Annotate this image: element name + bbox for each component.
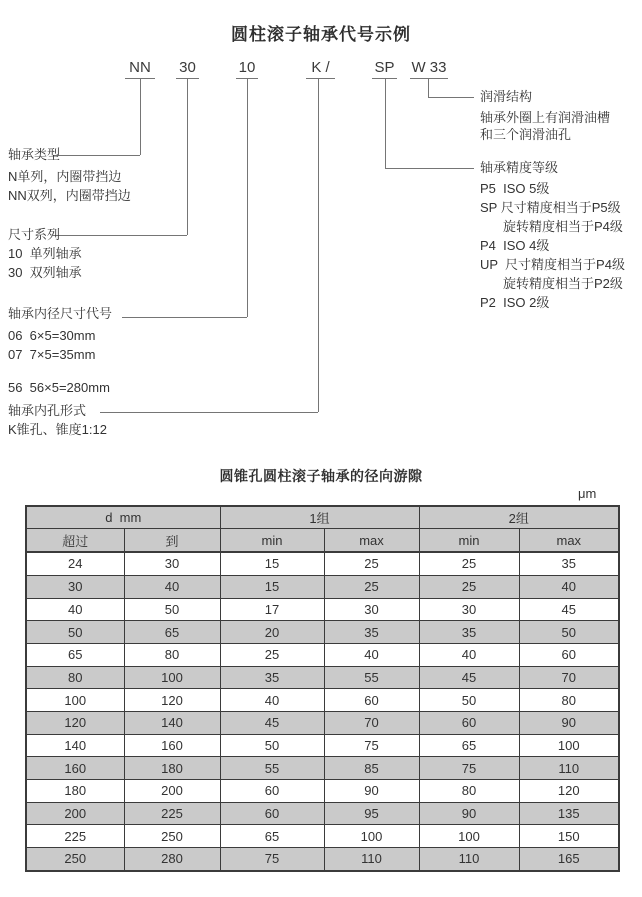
table-row (26, 802, 619, 825)
clearance-table-body (26, 552, 619, 871)
connector-line-30 (187, 79, 188, 235)
table-cell: 65 (419, 734, 519, 757)
table-cell: 80 (26, 666, 124, 689)
table-cell: 25 (324, 575, 419, 598)
table-row (26, 598, 619, 621)
col-header-min-1: min (220, 529, 324, 553)
table-cell: 100 (26, 689, 124, 712)
table-cell: 45 (519, 598, 619, 621)
connector-line-bore-code (122, 317, 247, 318)
table-cell: 40 (419, 643, 519, 666)
table-cell: 165 (519, 847, 619, 871)
label-bearing-type-nn: NN双列，内圈带挡边 (8, 188, 131, 203)
table-cell: 135 (519, 802, 619, 825)
label-bearing-type-title: 轴承类型 (8, 147, 61, 162)
table-cell: 25 (419, 552, 519, 575)
table-cell: 100 (124, 666, 220, 689)
table-cell: 25 (419, 575, 519, 598)
connector-line-bore-form (100, 412, 318, 413)
connector-line-nn (140, 79, 141, 155)
label-precision-p2: P2 ISO 2级 (480, 295, 550, 310)
clearance-table (25, 505, 620, 872)
connector-line-precision (385, 168, 474, 169)
table-cell: 35 (519, 552, 619, 575)
table-cell: 15 (220, 552, 324, 575)
connector-line-10 (247, 79, 248, 317)
table-cell: 100 (519, 734, 619, 757)
table-cell: 70 (324, 711, 419, 734)
label-precision-title: 轴承精度等级 (480, 160, 559, 175)
label-bore-code-07: 07 7×5=35mm (8, 347, 96, 362)
table-row (26, 711, 619, 734)
table-cell: 80 (124, 643, 220, 666)
table-cell: 50 (26, 621, 124, 644)
connector-line-w33 (428, 79, 429, 97)
label-bore-form-k: K锥孔、锥度1:12 (8, 422, 107, 437)
table-cell: 280 (124, 847, 220, 871)
table-cell: 40 (26, 598, 124, 621)
table-cell: 35 (324, 621, 419, 644)
label-bore-form-title: 轴承内孔形式 (8, 403, 87, 418)
table-row (26, 734, 619, 757)
table-cell: 60 (220, 802, 324, 825)
connector-line-sp (385, 79, 386, 168)
table-row (26, 643, 619, 666)
table-cell: 40 (124, 575, 220, 598)
code-token-w33: W 33 (410, 59, 448, 79)
table-row (26, 847, 619, 871)
col-group-d-mm: d mm (26, 506, 220, 529)
table-cell: 50 (519, 621, 619, 644)
table-cell: 60 (519, 643, 619, 666)
table-group-header-row (26, 506, 619, 529)
label-bore-code-title: 轴承内径尺寸代号 (8, 306, 113, 321)
table-row (26, 689, 619, 712)
table-cell: 40 (519, 575, 619, 598)
unit-label: μm (578, 486, 597, 501)
table-cell: 200 (124, 779, 220, 802)
table-row (26, 825, 619, 848)
connector-line-bearing-type (53, 155, 140, 156)
table-row (26, 666, 619, 689)
table-cell: 180 (124, 757, 220, 780)
table-cell: 30 (324, 598, 419, 621)
col-header-to: 到 (124, 529, 220, 553)
table-cell: 45 (419, 666, 519, 689)
table-cell: 65 (26, 643, 124, 666)
code-token-sp: SP (372, 59, 397, 79)
code-token-k: K / (306, 59, 335, 79)
connector-line-lubrication (428, 97, 474, 98)
table-row (26, 552, 619, 575)
table-cell: 30 (419, 598, 519, 621)
table-cell: 140 (26, 734, 124, 757)
table-cell: 85 (324, 757, 419, 780)
col-group-2: 2组 (419, 506, 619, 529)
table-cell: 65 (124, 621, 220, 644)
label-bearing-type-n: N单列，内圈带挡边 (8, 169, 122, 184)
table-row (26, 757, 619, 780)
table-cell: 100 (419, 825, 519, 848)
table-row (26, 621, 619, 644)
label-bore-code-56: 56 56×5=280mm (8, 380, 110, 395)
table-cell: 90 (519, 711, 619, 734)
table-cell: 17 (220, 598, 324, 621)
label-precision-sp: SP 尺寸精度相当于P5级 (480, 200, 621, 215)
table-cell: 25 (324, 552, 419, 575)
table-cell: 100 (324, 825, 419, 848)
table-cell: 75 (324, 734, 419, 757)
table-cell: 35 (220, 666, 324, 689)
table-cell: 250 (124, 825, 220, 848)
table-cell: 120 (519, 779, 619, 802)
label-lubrication-title: 润滑结构 (480, 89, 533, 104)
table-cell: 110 (519, 757, 619, 780)
label-dimension-series-title: 尺寸系列 (8, 227, 61, 242)
table-cell: 25 (220, 643, 324, 666)
code-token-nn: NN (125, 59, 155, 79)
table-cell: 50 (419, 689, 519, 712)
table-row (26, 779, 619, 802)
col-header-max-2: max (519, 529, 619, 553)
table-cell: 80 (519, 689, 619, 712)
page-title: 圆柱滚子轴承代号示例 (231, 25, 411, 44)
connector-line-dimension-series (53, 235, 187, 236)
label-precision-p5: P5 ISO 5级 (480, 181, 550, 196)
table-cell: 140 (124, 711, 220, 734)
col-header-over: 超过 (26, 529, 124, 553)
table-cell: 30 (124, 552, 220, 575)
label-dimension-series-10: 10 单列轴承 (8, 246, 82, 261)
table-cell: 75 (419, 757, 519, 780)
table-cell: 45 (220, 711, 324, 734)
code-token-10: 10 (236, 59, 258, 79)
table-cell: 55 (220, 757, 324, 780)
col-header-min-2: min (419, 529, 519, 553)
label-precision-sp2: 旋转精度相当于P4级 (503, 219, 623, 234)
table-cell: 35 (419, 621, 519, 644)
table-cell: 120 (124, 689, 220, 712)
label-precision-up: UP 尺寸精度相当于P4级 (480, 257, 625, 272)
table-cell: 40 (324, 643, 419, 666)
label-precision-p4: P4 ISO 4级 (480, 238, 550, 253)
label-bore-code-06: 06 6×5=30mm (8, 328, 96, 343)
table-cell: 40 (220, 689, 324, 712)
table-cell: 110 (419, 847, 519, 871)
table-cell: 70 (519, 666, 619, 689)
table-cell: 160 (124, 734, 220, 757)
table-cell: 60 (419, 711, 519, 734)
col-header-max-1: max (324, 529, 419, 553)
table-cell: 90 (419, 802, 519, 825)
connector-line-k (318, 79, 319, 412)
table-cell: 55 (324, 666, 419, 689)
table-cell: 95 (324, 802, 419, 825)
table-cell: 20 (220, 621, 324, 644)
table-sub-header-row (26, 529, 619, 553)
label-lubrication-line2: 和三个润滑油孔 (480, 127, 572, 142)
table-cell: 225 (124, 802, 220, 825)
table-cell: 50 (124, 598, 220, 621)
table-cell: 225 (26, 825, 124, 848)
table-cell: 90 (324, 779, 419, 802)
table-cell: 65 (220, 825, 324, 848)
table-cell: 120 (26, 711, 124, 734)
table-cell: 200 (26, 802, 124, 825)
table-title: 圆锥孔圆柱滚子轴承的径向游隙 (219, 468, 423, 484)
table-cell: 80 (419, 779, 519, 802)
table-cell: 180 (26, 779, 124, 802)
table-cell: 250 (26, 847, 124, 871)
table-cell: 60 (324, 689, 419, 712)
table-cell: 50 (220, 734, 324, 757)
table-cell: 75 (220, 847, 324, 871)
table-cell: 150 (519, 825, 619, 848)
table-cell: 160 (26, 757, 124, 780)
table-row (26, 575, 619, 598)
table-cell: 24 (26, 552, 124, 575)
table-cell: 30 (26, 575, 124, 598)
code-token-30: 30 (176, 59, 199, 79)
table-cell: 60 (220, 779, 324, 802)
table-cell: 110 (324, 847, 419, 871)
col-group-1: 1组 (220, 506, 419, 529)
table-cell: 15 (220, 575, 324, 598)
label-dimension-series-30: 30 双列轴承 (8, 265, 82, 280)
label-precision-up2: 旋转精度相当于P2级 (503, 276, 623, 291)
label-lubrication-line1: 轴承外圈上有润滑油槽 (480, 110, 611, 125)
